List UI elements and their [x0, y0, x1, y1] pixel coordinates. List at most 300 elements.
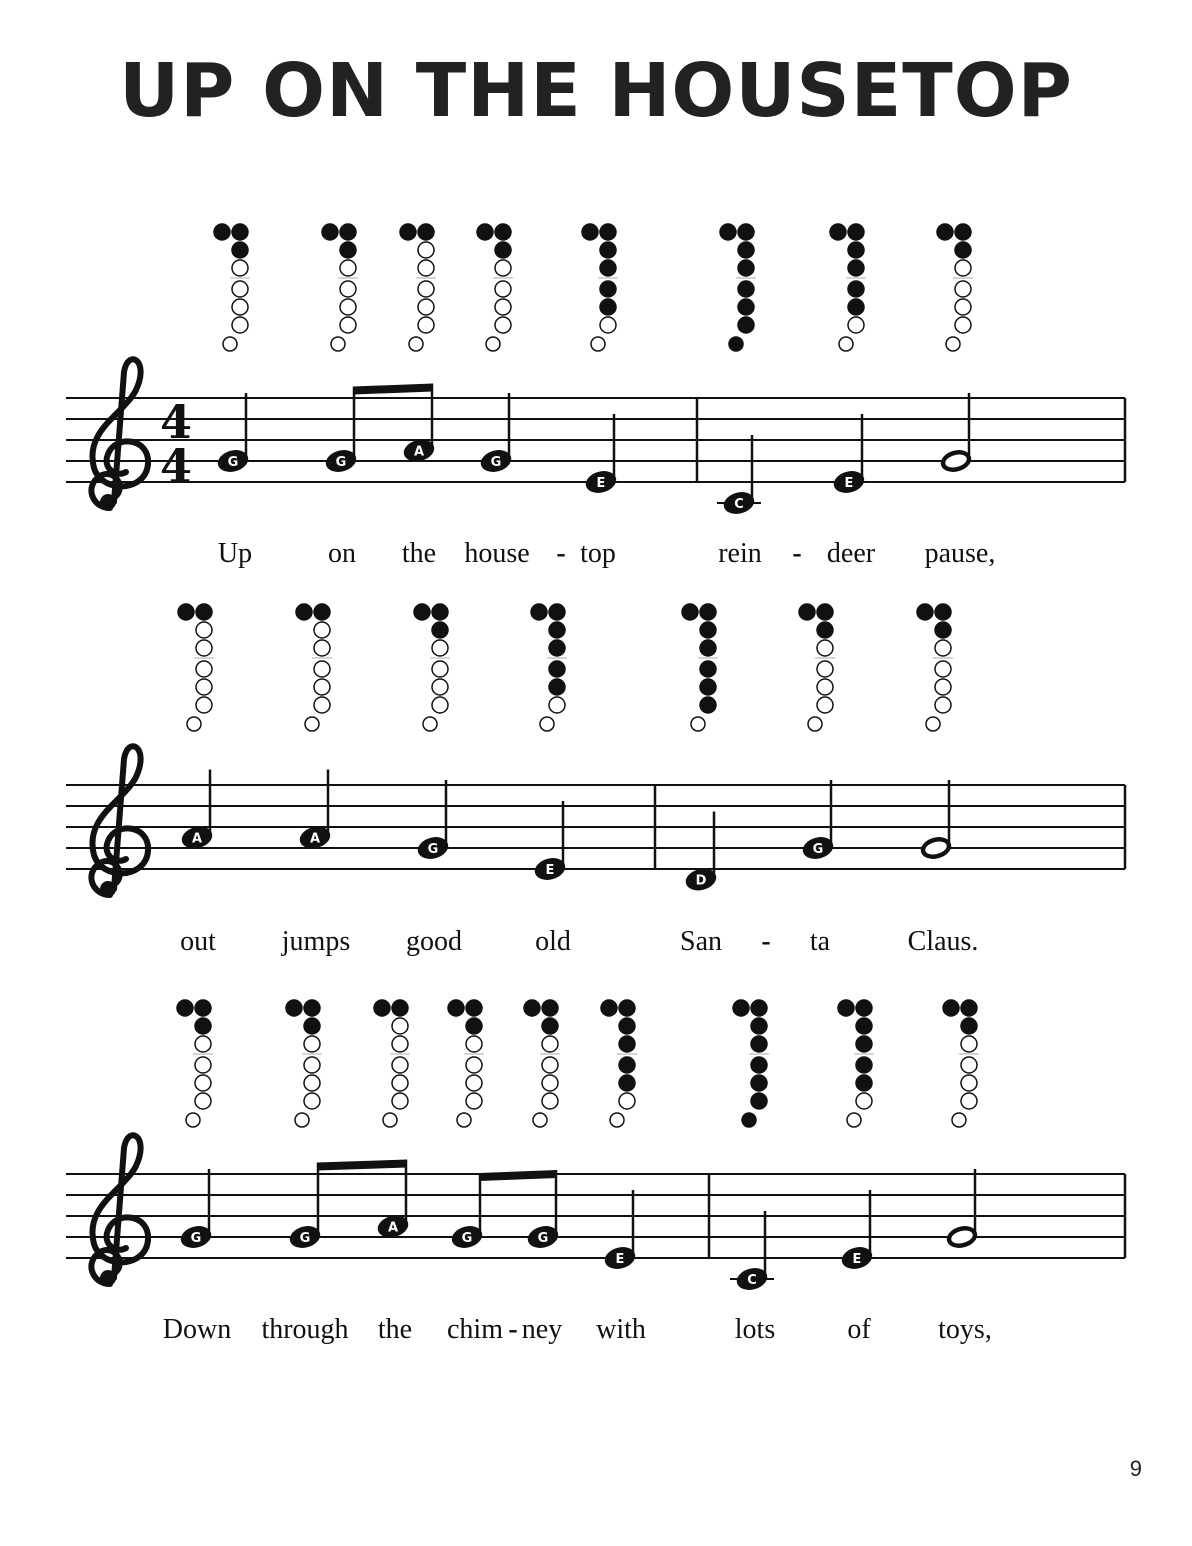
thumb-hole-icon: [917, 604, 933, 620]
finger-hole-icon: [495, 242, 511, 258]
recorder-fingering-chart: [286, 1000, 322, 1127]
recorder-fingering-chart: [400, 224, 436, 351]
finger-hole-icon: [340, 260, 356, 276]
finger-hole-icon: [848, 260, 864, 276]
finger-hole-icon: [232, 317, 248, 333]
finger-hole-icon: [232, 299, 248, 315]
finger-hole-icon: [935, 604, 951, 620]
finger-hole-icon: [751, 1036, 767, 1052]
finger-hole-icon: [409, 337, 423, 351]
finger-hole-icon: [392, 1018, 408, 1034]
lyric-word: with: [596, 1314, 646, 1345]
thumb-hole-icon: [582, 224, 598, 240]
note-letter: C: [747, 1273, 757, 1288]
finger-hole-icon: [961, 1018, 977, 1034]
finger-hole-icon: [751, 1000, 767, 1016]
finger-hole-icon: [314, 604, 330, 620]
finger-hole-icon: [700, 622, 716, 638]
finger-hole-icon: [961, 1000, 977, 1016]
finger-hole-icon: [418, 224, 434, 240]
treble-clef-dot-icon: [100, 881, 116, 897]
lyric-word: chim: [447, 1314, 503, 1345]
finger-hole-icon: [542, 1057, 558, 1073]
note: [801, 780, 835, 862]
finger-hole-icon: [848, 242, 864, 258]
beam: [317, 1160, 407, 1171]
finger-hole-icon: [340, 299, 356, 315]
finger-hole-icon: [432, 622, 448, 638]
note-letter: G: [427, 842, 439, 857]
note-letter: E: [615, 1252, 625, 1267]
finger-hole-icon: [549, 640, 565, 656]
lyric-word: Up: [217, 538, 253, 569]
note-letter: E: [545, 863, 555, 878]
finger-hole-icon: [729, 337, 743, 351]
finger-hole-icon: [619, 1057, 635, 1073]
finger-hole-icon: [432, 661, 448, 677]
finger-hole-icon: [935, 679, 951, 695]
thumb-hole-icon: [601, 1000, 617, 1016]
finger-hole-icon: [742, 1113, 756, 1127]
finger-hole-icon: [738, 299, 754, 315]
lyric-word: Claus.: [907, 926, 979, 957]
finger-hole-icon: [331, 337, 345, 351]
note-letter: G: [461, 1231, 473, 1246]
finger-hole-icon: [549, 697, 565, 713]
finger-hole-icon: [856, 1036, 872, 1052]
thumb-hole-icon: [448, 1000, 464, 1016]
recorder-fingering-chart: [799, 604, 835, 731]
thumb-hole-icon: [374, 1000, 390, 1016]
finger-hole-icon: [540, 717, 554, 731]
finger-hole-icon: [304, 1057, 320, 1073]
finger-hole-icon: [955, 260, 971, 276]
finger-hole-icon: [600, 242, 616, 258]
finger-hole-icon: [952, 1113, 966, 1127]
finger-hole-icon: [961, 1036, 977, 1052]
note: [533, 801, 567, 883]
thumb-hole-icon: [296, 604, 312, 620]
recorder-fingering-chart: [322, 224, 358, 351]
finger-hole-icon: [392, 1000, 408, 1016]
recorder-fingering-chart: [214, 224, 250, 351]
finger-hole-icon: [848, 299, 864, 315]
finger-hole-icon: [955, 281, 971, 297]
thumb-hole-icon: [400, 224, 416, 240]
lyric-word: of: [847, 1314, 871, 1345]
finger-hole-icon: [591, 337, 605, 351]
note-letter: A: [309, 831, 321, 847]
finger-hole-icon: [856, 1000, 872, 1016]
finger-hole-icon: [304, 1036, 320, 1052]
finger-hole-icon: [392, 1036, 408, 1052]
finger-hole-icon: [691, 717, 705, 731]
lyric-hyphen: -: [556, 538, 566, 569]
finger-hole-icon: [418, 281, 434, 297]
note-letter: E: [852, 1252, 862, 1267]
finger-hole-icon: [314, 697, 330, 713]
finger-hole-icon: [817, 697, 833, 713]
lyric-word: the: [377, 1314, 413, 1345]
finger-hole-icon: [195, 1018, 211, 1034]
treble-clef-icon: [91, 359, 148, 508]
note: [584, 414, 618, 496]
note: [717, 435, 761, 517]
page-number: 9: [1129, 1456, 1142, 1481]
finger-hole-icon: [955, 317, 971, 333]
lyric-word: lots: [734, 1314, 776, 1345]
finger-hole-icon: [223, 337, 237, 351]
recorder-fingering-chart: [733, 1000, 769, 1127]
finger-hole-icon: [935, 661, 951, 677]
finger-hole-icon: [186, 1113, 200, 1127]
finger-hole-icon: [600, 317, 616, 333]
note: [479, 393, 513, 475]
finger-hole-icon: [466, 1057, 482, 1073]
recorder-fingering-chart: [177, 1000, 213, 1127]
lyric-word: top: [580, 538, 616, 569]
page-title: UP ON THE HOUSETOP: [119, 48, 1073, 134]
finger-hole-icon: [839, 337, 853, 351]
thumb-hole-icon: [322, 224, 338, 240]
finger-hole-icon: [466, 1093, 482, 1109]
treble-clef-icon: [91, 746, 148, 895]
finger-hole-icon: [314, 640, 330, 656]
finger-hole-icon: [232, 242, 248, 258]
finger-hole-icon: [432, 640, 448, 656]
thumb-hole-icon: [414, 604, 430, 620]
finger-hole-icon: [383, 1113, 397, 1127]
lyric-word: through: [261, 1314, 349, 1345]
recorder-fingering-chart: [477, 224, 513, 351]
finger-hole-icon: [856, 1057, 872, 1073]
music-system: [66, 1000, 1125, 1345]
finger-hole-icon: [495, 224, 511, 240]
finger-hole-icon: [848, 224, 864, 240]
finger-hole-icon: [856, 1075, 872, 1091]
recorder-fingering-chart: [830, 224, 866, 351]
finger-hole-icon: [961, 1057, 977, 1073]
finger-hole-icon: [392, 1093, 408, 1109]
recorder-fingering-chart: [682, 604, 718, 731]
finger-hole-icon: [700, 679, 716, 695]
recorder-fingering-chart: [917, 604, 953, 731]
finger-hole-icon: [751, 1018, 767, 1034]
finger-hole-icon: [542, 1036, 558, 1052]
time-signature-top: 4: [159, 395, 193, 449]
lyric-hyphen: -: [761, 926, 771, 957]
recorder-fingering-chart: [374, 1000, 410, 1127]
finger-hole-icon: [619, 1036, 635, 1052]
music-system: [66, 604, 1125, 957]
finger-hole-icon: [457, 1113, 471, 1127]
recorder-fingering-chart: [448, 1000, 484, 1127]
finger-hole-icon: [619, 1000, 635, 1016]
finger-hole-icon: [304, 1075, 320, 1091]
finger-hole-icon: [533, 1113, 547, 1127]
lyric-word: Down: [162, 1314, 232, 1345]
thumb-hole-icon: [799, 604, 815, 620]
finger-hole-icon: [700, 697, 716, 713]
note: [179, 1169, 213, 1251]
note: [180, 770, 214, 852]
finger-hole-icon: [432, 604, 448, 620]
treble-clef-dot-icon: [100, 1270, 116, 1286]
thumb-hole-icon: [838, 1000, 854, 1016]
treble-clef-dot-icon: [100, 494, 116, 510]
finger-hole-icon: [314, 661, 330, 677]
finger-hole-icon: [466, 1000, 482, 1016]
finger-hole-icon: [495, 317, 511, 333]
finger-hole-icon: [542, 1000, 558, 1016]
finger-hole-icon: [600, 299, 616, 315]
lyric-word: toys,: [938, 1314, 992, 1345]
finger-hole-icon: [423, 717, 437, 731]
note-letter: A: [191, 831, 203, 847]
finger-hole-icon: [340, 281, 356, 297]
finger-hole-icon: [619, 1018, 635, 1034]
thumb-hole-icon: [943, 1000, 959, 1016]
finger-hole-icon: [314, 679, 330, 695]
finger-hole-icon: [195, 1093, 211, 1109]
recorder-fingering-chart: [524, 1000, 560, 1127]
finger-hole-icon: [751, 1093, 767, 1109]
finger-hole-icon: [305, 717, 319, 731]
finger-hole-icon: [495, 299, 511, 315]
note-letter: A: [413, 444, 425, 460]
note: [939, 393, 973, 475]
finger-hole-icon: [817, 679, 833, 695]
finger-hole-icon: [935, 622, 951, 638]
finger-hole-icon: [486, 337, 500, 351]
finger-hole-icon: [955, 242, 971, 258]
lyric-hyphen: -: [792, 538, 802, 569]
finger-hole-icon: [340, 242, 356, 258]
finger-hole-icon: [314, 622, 330, 638]
note-letter: G: [956, 1231, 968, 1246]
finger-hole-icon: [610, 1113, 624, 1127]
finger-hole-icon: [542, 1075, 558, 1091]
finger-hole-icon: [295, 1113, 309, 1127]
beam: [479, 1170, 557, 1181]
recorder-fingering-chart: [582, 224, 618, 351]
thumb-hole-icon: [830, 224, 846, 240]
finger-hole-icon: [935, 640, 951, 656]
finger-hole-icon: [418, 242, 434, 258]
note: [603, 1190, 637, 1272]
beam: [353, 384, 433, 395]
finger-hole-icon: [187, 717, 201, 731]
note-letter: A: [387, 1220, 399, 1236]
finger-hole-icon: [340, 317, 356, 333]
finger-hole-icon: [196, 640, 212, 656]
recorder-fingering-chart: [937, 224, 973, 351]
finger-hole-icon: [600, 260, 616, 276]
lyric-hyphen: -: [508, 1314, 518, 1345]
finger-hole-icon: [961, 1093, 977, 1109]
finger-hole-icon: [738, 281, 754, 297]
finger-hole-icon: [304, 1093, 320, 1109]
thumb-hole-icon: [682, 604, 698, 620]
finger-hole-icon: [817, 640, 833, 656]
finger-hole-icon: [700, 640, 716, 656]
finger-hole-icon: [738, 242, 754, 258]
note-letter: G: [190, 1231, 202, 1246]
lyric-word: ney: [521, 1314, 563, 1345]
note: [684, 812, 718, 894]
finger-hole-icon: [619, 1075, 635, 1091]
finger-hole-icon: [418, 317, 434, 333]
note-letter: E: [844, 476, 854, 491]
finger-hole-icon: [619, 1093, 635, 1109]
lyric-word: pause,: [924, 538, 996, 569]
finger-hole-icon: [738, 224, 754, 240]
finger-hole-icon: [232, 281, 248, 297]
finger-hole-icon: [955, 299, 971, 315]
finger-hole-icon: [232, 224, 248, 240]
finger-hole-icon: [432, 697, 448, 713]
finger-hole-icon: [232, 260, 248, 276]
note: [216, 393, 250, 475]
finger-hole-icon: [700, 604, 716, 620]
recorder-fingering-chart: [296, 604, 332, 731]
lyric-word: jumps: [281, 926, 351, 957]
thumb-hole-icon: [524, 1000, 540, 1016]
recorder-fingering-chart: [178, 604, 214, 731]
finger-hole-icon: [817, 604, 833, 620]
finger-hole-icon: [856, 1093, 872, 1109]
finger-hole-icon: [466, 1075, 482, 1091]
finger-hole-icon: [196, 697, 212, 713]
finger-hole-icon: [196, 622, 212, 638]
recorder-fingering-chart: [943, 1000, 979, 1127]
note-letter: G: [812, 842, 824, 857]
finger-hole-icon: [600, 281, 616, 297]
finger-hole-icon: [848, 281, 864, 297]
finger-hole-icon: [847, 1113, 861, 1127]
thumb-hole-icon: [286, 1000, 302, 1016]
note-letter: D: [695, 873, 707, 889]
time-signature-bottom: 4: [159, 439, 193, 493]
finger-hole-icon: [848, 317, 864, 333]
recorder-fingering-chart: [720, 224, 756, 351]
finger-hole-icon: [340, 224, 356, 240]
note: [832, 414, 866, 496]
finger-hole-icon: [961, 1075, 977, 1091]
thumb-hole-icon: [178, 604, 194, 620]
note: [919, 780, 953, 862]
recorder-fingering-chart: [531, 604, 567, 731]
finger-hole-icon: [304, 1018, 320, 1034]
finger-hole-icon: [392, 1057, 408, 1073]
note-letter: G: [930, 842, 942, 857]
thumb-hole-icon: [733, 1000, 749, 1016]
lyric-word: old: [535, 926, 571, 957]
finger-hole-icon: [817, 661, 833, 677]
finger-hole-icon: [418, 299, 434, 315]
finger-hole-icon: [935, 697, 951, 713]
lyric-word: good: [406, 926, 462, 957]
note-letter: E: [596, 476, 606, 491]
lyric-word: house: [464, 538, 530, 569]
thumb-hole-icon: [937, 224, 953, 240]
finger-hole-icon: [304, 1000, 320, 1016]
finger-hole-icon: [392, 1075, 408, 1091]
note-letter: G: [490, 455, 502, 470]
finger-hole-icon: [808, 717, 822, 731]
finger-hole-icon: [466, 1036, 482, 1052]
finger-hole-icon: [195, 1075, 211, 1091]
note-letter: C: [734, 497, 744, 512]
finger-hole-icon: [495, 260, 511, 276]
note-letter: G: [299, 1231, 311, 1246]
note-letter: G: [335, 455, 347, 470]
recorder-fingering-chart: [414, 604, 450, 731]
lyric-word: San: [680, 926, 722, 957]
lyric-word: the: [401, 538, 437, 569]
finger-hole-icon: [600, 224, 616, 240]
note: [840, 1190, 874, 1272]
finger-hole-icon: [466, 1018, 482, 1034]
thumb-hole-icon: [531, 604, 547, 620]
finger-hole-icon: [542, 1018, 558, 1034]
finger-hole-icon: [195, 1000, 211, 1016]
finger-hole-icon: [856, 1018, 872, 1034]
finger-hole-icon: [751, 1057, 767, 1073]
finger-hole-icon: [926, 717, 940, 731]
note: [730, 1211, 774, 1293]
music-system: [66, 224, 1125, 569]
thumb-hole-icon: [177, 1000, 193, 1016]
note: [416, 780, 450, 862]
finger-hole-icon: [955, 224, 971, 240]
note: [945, 1169, 979, 1251]
finger-hole-icon: [418, 260, 434, 276]
finger-hole-icon: [549, 604, 565, 620]
lyric-word: on: [328, 538, 356, 569]
finger-hole-icon: [196, 604, 212, 620]
finger-hole-icon: [817, 622, 833, 638]
finger-hole-icon: [196, 679, 212, 695]
finger-hole-icon: [549, 622, 565, 638]
treble-clef-icon: [91, 1135, 148, 1284]
lyric-word: deer: [826, 538, 876, 569]
finger-hole-icon: [751, 1075, 767, 1091]
note: [298, 770, 332, 852]
recorder-fingering-chart: [601, 1000, 637, 1127]
finger-hole-icon: [495, 281, 511, 297]
finger-hole-icon: [196, 661, 212, 677]
finger-hole-icon: [195, 1057, 211, 1073]
finger-hole-icon: [738, 317, 754, 333]
recorder-fingering-chart: [838, 1000, 874, 1127]
finger-hole-icon: [946, 337, 960, 351]
finger-hole-icon: [738, 260, 754, 276]
thumb-hole-icon: [477, 224, 493, 240]
finger-hole-icon: [549, 679, 565, 695]
note-letter: G: [950, 455, 962, 470]
lyric-word: out: [180, 926, 216, 957]
lyric-word: ta: [809, 926, 831, 957]
finger-hole-icon: [195, 1036, 211, 1052]
thumb-hole-icon: [720, 224, 736, 240]
lyric-word: rein: [718, 538, 762, 569]
finger-hole-icon: [542, 1093, 558, 1109]
note-letter: G: [537, 1231, 549, 1246]
thumb-hole-icon: [214, 224, 230, 240]
finger-hole-icon: [432, 679, 448, 695]
note-letter: G: [227, 455, 239, 470]
